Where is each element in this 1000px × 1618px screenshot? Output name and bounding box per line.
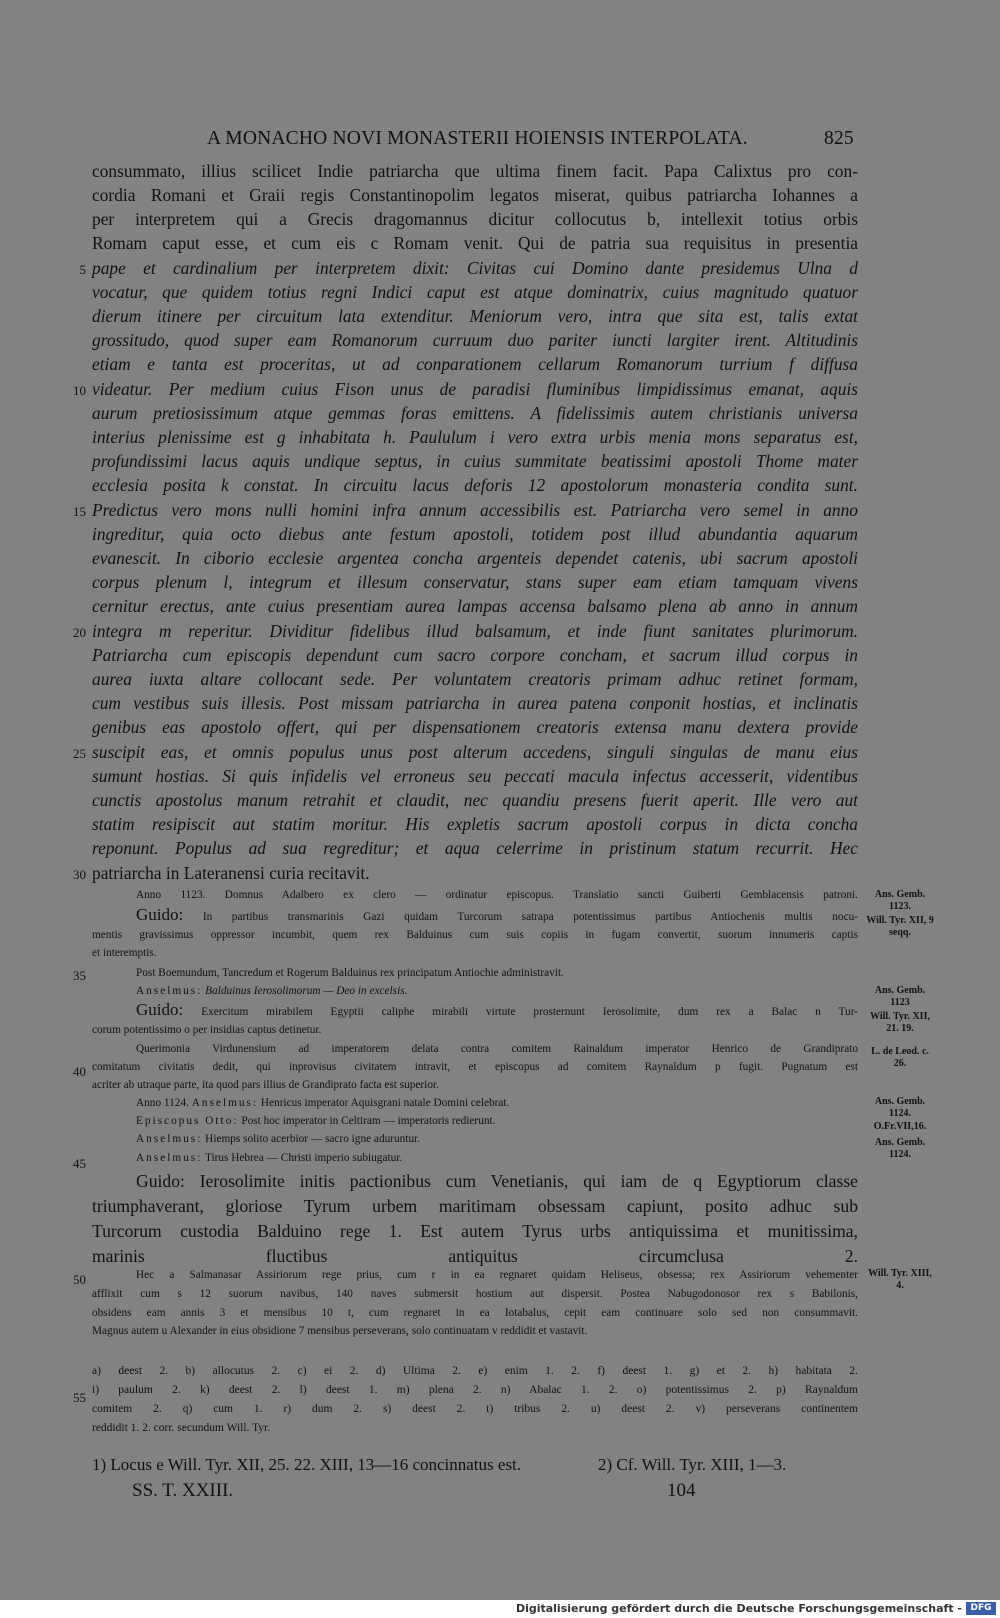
margin-note: Ans. Gemb. 1124. (874, 1137, 926, 1160)
main-line-18: corpus plenum l, integrum et illesum conservatur, stans super eam etiam tamquam vivens (92, 572, 858, 592)
main-line-28: statim resipiscit aut statim moritur. His expletis sacrum apostoli corpus in dicta concha (92, 814, 858, 834)
salmanasar-line: afflixit cum s 12 suorum navibus, 140 naves submersit hostium aut dispersit. Postea Nabugodonosor rex s Babilonis, (92, 1288, 858, 1300)
annal-text: Exercitum mirabilem Egyptii caliphe mirabili virtute prosternunt Ierosolimite, dum rex a Balac n Tur- (201, 1006, 859, 1018)
margin-note: Ans. Gemb. 1123 (874, 985, 926, 1008)
line-number: 50 (73, 1272, 86, 1287)
main-line-4: Romam caput esse, et cum eis c Romam venit. Qui de patria sua requisitus in presentia (92, 233, 858, 253)
main-line-25: suscipit eas, et omnis populus unus post alterum accedens, singuli singulas de manu eius (92, 742, 858, 762)
main-line-1: consummato, illius scilicet Indie patriarcha que ultima finem facit. Papa Calixtus pro con- (92, 161, 858, 181)
line-number: 10 (73, 383, 86, 398)
line-number: 55 (73, 1390, 86, 1405)
annal-text: Post hoc imperator in Celtiram — imperatoris redierunt. (241, 1115, 496, 1127)
main-line-3: per interpretem qui a Grecis dragomannus dicitur collocutus b, intellexit totius orbis (92, 209, 858, 229)
main-line-7: dierum itinere per circuitum lata extenditur. Meniorum vero, intra que sita est, talis extat (92, 306, 858, 326)
author-name: Guido: (136, 905, 184, 924)
line-number: 30 (73, 867, 86, 882)
main-line-26: sumunt hostias. Si quis infidelis vel erroneus seu peccati macula infectus accesserit, videntibus (92, 766, 858, 786)
line-number: 20 (73, 625, 86, 640)
annal-line: corum potentissimo o per insidias captus detinetur. (92, 1024, 322, 1036)
variant-line: comitem 2. q) cum 1. r) dum 2. s) deest 2. t) tribus 2. u) deest 2. v) perseverans continentem (92, 1403, 858, 1415)
margin-note: Will. Tyr. XIII, 4. (868, 1268, 932, 1291)
main-line-21: Patriarcha cum episcopis dependunt cum sacro corpore concham, et sacrum illud corpus in (92, 645, 858, 665)
margin-note: Will. Tyr. XII, 21. 19. (870, 1011, 930, 1034)
main-line-11: aurum pretiosissimum atque gemmas foras emittens. A fidelissimis autem christianis universa (92, 403, 858, 423)
guido-passage-line: Guido: Ierosolimite initis pactionibus cum Venetianis, qui iam de q Egyptiorum classe (136, 1171, 858, 1191)
author-name: Anselmus: (136, 985, 203, 997)
annal-text: In partibus transmarinis Gazi quidam Turcorum satrapa potentissimus partibus Antiochenis multis nocu- (202, 911, 858, 923)
main-line-27: cunctis apostolus manum retrahit et claudit, nec quandiu presens fuerit aperit. Ille vero aut (92, 790, 858, 810)
annal-line: et interemptis. (92, 947, 157, 959)
digitization-banner (0, 1600, 1000, 1618)
margin-note: L. de Leod. c. 26. (871, 1046, 929, 1069)
margin-note: Ans. Gemb. 1123. (874, 889, 926, 912)
main-line-10: videatur. Per medium cuius Fison unus de paradisi fluminibus limpidissimus emanat, aquis (92, 379, 858, 399)
annal-text: Henricus imperator Aquisgrani natale Domini celebrat. (260, 1097, 510, 1109)
guido-passage-line: triumphaverant, gloriose Tyrum urbem maritimam obsessam capiunt, posito adhuc sub (92, 1196, 858, 1216)
author-name: Anselmus: (136, 1152, 203, 1164)
banner-text: Digitalisierung gefördert durch die Deutsche Forschungsgemeinschaft - (515, 1602, 962, 1615)
guido-entry-2 (136, 1000, 858, 1022)
line-number: 25 (73, 746, 86, 761)
annal-text: Hiemps solito acerbior — sacro igne aduruntur. (205, 1133, 421, 1145)
year-label: Anno 1124. (136, 1097, 189, 1109)
annal-virdun: Querimonia Virdunensium ad imperatorem delata contra comitem Rainaldum imperator Henrico de Grandiprato (136, 1043, 858, 1055)
salmanasar-line: obsidens eam annis 3 et mensibus 10 t, cum regnaret in ea Iotabalus, cepit eam continuare solo sed non consummavit. (92, 1307, 858, 1319)
main-line-20: integra m reperitur. Dividitur fidelibus illud balsamum, et inde fiunt sanitates plurimorum. (92, 621, 858, 641)
guido-entry-1 (136, 905, 858, 927)
variant-line: a) deest 2. b) allocutus 2. c) ei 2. d) Ultima 2. e) enim 1. 2. f) deest 1. g) et 2. h) habitata 2. (92, 1365, 858, 1377)
main-line-23: cum vestibus suis illesis. Post missam patriarcha in aurea patena conponit hostias, et inclinatis (92, 693, 858, 713)
main-line-19: cernitur erectus, ante cuius presentiam aurea lampas accensa balsamo plena ab anno in annum (92, 596, 858, 616)
anselm-entry-3 (136, 1149, 858, 1167)
page-number: 825 (824, 128, 854, 149)
running-title: A MONACHO NOVI MONASTERII HOIENSIS INTERPOLATA. (207, 128, 748, 149)
otto-entry (136, 1112, 858, 1130)
margin-note: Will. Tyr. XII, 9 seqq. (866, 915, 934, 938)
main-line-14: ecclesia posita k constat. In circuitu lacus deforis 12 apostolorum monasteria condita sunt. (92, 475, 858, 495)
main-line-6: vocatur, que quidem totius regni Indici caput est atque dominatrix, cuius magnitudo quatuor (92, 282, 858, 302)
salmanasar-line: Hec a Salmanasar Assiriorum rege prius, cum r in ea regnaret quidam Heliseus, obsessa; rex Assiriorum vehementer (136, 1269, 858, 1281)
main-line-16: ingreditur, quia octo diebus ante festum apostoli, totidem post illud abundantia aquarum (92, 524, 858, 544)
main-line-5: pape et cardinalium per interpretem dixit: Civitas cui Domino dante presidemus Ulna d (92, 258, 858, 278)
line-number: 40 (73, 1064, 86, 1079)
line-number: 45 (73, 1156, 86, 1171)
guido-passage-line: marinis fluctibus antiquitus circumclusa 2. (92, 1246, 858, 1266)
line-number: 15 (73, 504, 86, 519)
guido-passage-line: Turcorum custodia Balduino rege 1. Est autem Tyrus urbs antiquissima et munitissima, (92, 1221, 858, 1241)
main-line-15: Predictus vero mons nulli homini infra annum accessibilis est. Patriarcha vero semel in anno (92, 500, 858, 520)
source-note-1: 1) Locus e Will. Tyr. XII, 25. 22. XIII, 13—16 concinnatus est. (92, 1455, 522, 1474)
main-line-8: grossitudo, quod super eam Romanorum curruum duo pariter iuncti largiter irent. Altitudinis (92, 330, 858, 350)
annal-line: acriter ab utraque parte, ita quod pars illius de Grandiprato facta est superior. (92, 1079, 439, 1091)
main-line-2: cordia Romani et Graii regis Constantinopolim legatos miserat, quibus patriarcha Iohannes a (92, 185, 858, 205)
annal-line: mentis gravissimus oppressor incumbit, quem rex Balduinus cum suis copiis in fugam convertit, suorum innumeris captis (92, 929, 858, 941)
main-line-13: profundissimi lacus aquis undique septus, in cuius summitate beatissimi apostoli Thome mater (92, 451, 858, 471)
line-number: 5 (79, 262, 86, 277)
author-name: Anselmus: (136, 1133, 203, 1145)
main-line-22: aurea iuxta altare collocant sede. Per voluntatem creatoris primam adhuc retinet formam, (92, 669, 858, 689)
sheet-number: 104 (667, 1480, 696, 1501)
annal-1123: Anno 1123. Domnus Adalbero ex clero — ordinatur episcopus. Translatio sancti Guiberti Gemblacensis patroni. (136, 889, 858, 901)
variant-line: i) paulum 2. k) deest 2. l) deest 1. m) plena 2. n) Abalac 1. 2. o) potentissimus 2. p) Raynaldum (92, 1384, 858, 1396)
variant-line: reddidit 1. 2. corr. secundum Will. Tyr. (92, 1422, 271, 1434)
main-line-9: etiam e tanta est proceritas, ut ad conparationem cellarum Romanorum turrium f diffusa (92, 354, 858, 374)
margin-note: O.Fr.VII,16. (873, 1121, 927, 1132)
salmanasar-line: Magnus autem u Alexander in eius obsidione 7 mensibus perseverans, solo continuatam v reddidit et vastavit. (92, 1325, 588, 1337)
source-note-2: 2) Cf. Will. Tyr. XIII, 1—3. (598, 1455, 787, 1474)
anselm-entry-2 (136, 1130, 858, 1148)
author-name: Guido: (136, 1000, 184, 1019)
main-line-12: interius plenissime est g inhabitata h. Paululum i vero extra urbis menia mons separatus est, (92, 427, 858, 447)
annal-boemund: Post Boemundum, Tancredum et Rogerum Balduinus rex principatum Antiochie administravit. (136, 967, 564, 979)
annal-text: Balduinus Ierosolimorum — Deo in excelsis. (205, 985, 408, 997)
annal-text: Tirus Hebrea — Christi imperio subiugatur. (204, 1152, 403, 1164)
annal-line: comitatum civitatis dedit, qui inprovisus civitatem intravit, et episcopus ad comitem Raynaldum p fugit. Pugnatum est (92, 1061, 858, 1073)
dfg-logo: DFG (966, 1602, 996, 1615)
margin-note: Ans. Gemb. 1124. (874, 1096, 926, 1119)
signature-mark: SS. T. XXIII. (132, 1480, 234, 1501)
main-line-29: reponunt. Populus ad sua regreditur; et aqua celerrime in pristinum statum recurrit. Hec (92, 838, 858, 858)
main-line-24: genibus eas apostolo offert, qui per dispensationem creatoris extensa manu dextera provide (92, 717, 858, 737)
main-line-17: evanescit. In ciborio ecclesie argentea concha argenteis dependet catenis, ubi sacrum apostoli (92, 548, 858, 568)
line-number: 35 (73, 968, 86, 983)
annal-1124 (136, 1094, 858, 1112)
author-name: Episcopus Otto: (136, 1115, 239, 1127)
main-line-30: patriarcha in Lateranensi curia recitavit. (92, 863, 370, 883)
anselm-entry-1 (136, 982, 858, 1000)
author-name: Anselmus: (191, 1097, 259, 1109)
